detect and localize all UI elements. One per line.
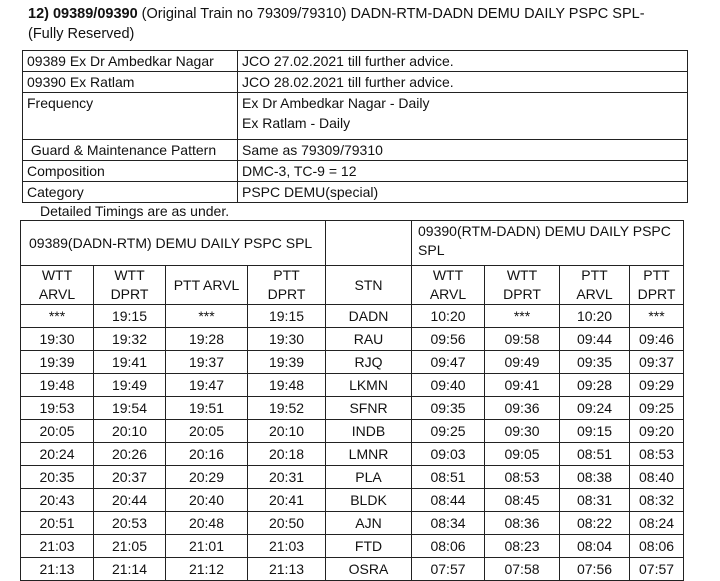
time-cell: 10:20 — [560, 305, 630, 328]
column-header — [166, 266, 248, 305]
time-cell: 20:18 — [248, 443, 326, 466]
time-cell: 19:30 — [248, 328, 326, 351]
time-cell: 08:34 — [412, 512, 485, 535]
time-cell: 21:01 — [166, 535, 248, 558]
info-key: Composition — [23, 161, 238, 182]
time-cell: 09:29 — [630, 374, 684, 397]
time-cell: 09:35 — [560, 351, 630, 374]
column-header-line: PTT ARVL — [173, 276, 240, 293]
station-code: LKMN — [326, 374, 412, 397]
column-header-line: PTT — [643, 267, 670, 283]
time-cell: 09:49 — [485, 351, 560, 374]
info-value — [238, 93, 688, 140]
time-cell: 09:47 — [412, 351, 485, 374]
train-title — [28, 4, 708, 44]
time-cell: *** — [630, 305, 684, 328]
time-cell: *** — [21, 305, 94, 328]
column-header — [326, 266, 412, 305]
info-value: Same as 79309/79310 — [238, 140, 688, 161]
time-cell: 08:53 — [630, 443, 684, 466]
time-cell: 19:15 — [248, 305, 326, 328]
time-cell: 20:37 — [94, 466, 166, 489]
timetable-header-row — [21, 221, 684, 266]
column-header — [94, 266, 166, 305]
column-header — [21, 266, 94, 305]
time-cell: 08:32 — [630, 489, 684, 512]
time-cell: 08:23 — [485, 535, 560, 558]
timetable-row — [21, 466, 684, 489]
time-cell: 09:40 — [412, 374, 485, 397]
station-code: DADN — [326, 305, 412, 328]
column-header-line: STN — [354, 276, 383, 293]
time-cell: 20:10 — [248, 420, 326, 443]
time-cell: 20:50 — [248, 512, 326, 535]
time-cell: 19:54 — [94, 397, 166, 420]
timetable-row — [21, 374, 684, 397]
timetable-row — [21, 512, 684, 535]
time-cell: 09:41 — [485, 374, 560, 397]
time-cell: 09:25 — [630, 397, 684, 420]
up-train-header-line-1: 09390(RTM-DADN) DEMU DAILY PSPC — [418, 223, 671, 239]
timetable-row — [21, 305, 684, 328]
time-cell: 08:06 — [412, 535, 485, 558]
timetable — [20, 220, 684, 581]
info-value: PSPC DEMU(special) — [238, 182, 688, 203]
time-cell: 20:43 — [21, 489, 94, 512]
info-row-frequency — [23, 93, 688, 140]
time-cell: 19:49 — [94, 374, 166, 397]
time-cell: 09:58 — [485, 328, 560, 351]
time-cell: 09:35 — [412, 397, 485, 420]
timetable-row — [21, 489, 684, 512]
time-cell: 08:51 — [412, 466, 485, 489]
time-cell: 20:48 — [166, 512, 248, 535]
time-cell: 08:24 — [630, 512, 684, 535]
column-header-line: DPRT — [637, 286, 676, 302]
time-cell: 09:30 — [485, 420, 560, 443]
timetable-row — [21, 351, 684, 374]
time-cell: 20:05 — [21, 420, 94, 443]
up-train-header-line-2: SPL — [418, 242, 445, 258]
time-cell: 19:48 — [21, 374, 94, 397]
time-cell: 08:22 — [560, 512, 630, 535]
time-cell: 19:51 — [166, 397, 248, 420]
time-cell: 20:31 — [248, 466, 326, 489]
station-code: AJN — [326, 512, 412, 535]
time-cell: 20:29 — [166, 466, 248, 489]
time-cell: 08:40 — [630, 466, 684, 489]
column-header-line: ARVL — [429, 286, 467, 302]
time-cell: 19:53 — [21, 397, 94, 420]
station-code: RAU — [326, 328, 412, 351]
column-header-line: ARVL — [38, 286, 76, 302]
time-cell: 08:06 — [630, 535, 684, 558]
column-header-line: DPRT — [503, 286, 541, 302]
station-code: LMNR — [326, 443, 412, 466]
info-value: DMC-3, TC-9 = 12 — [238, 161, 688, 182]
column-header — [412, 266, 485, 305]
time-cell: 08:38 — [560, 466, 630, 489]
info-value: JCO 28.02.2021 till further advice. — [238, 72, 688, 93]
timings-note: Detailed Timings are as under. — [40, 203, 230, 219]
time-cell: 21:13 — [248, 558, 326, 581]
time-cell: 07:56 — [560, 558, 630, 581]
time-cell: 08:31 — [560, 489, 630, 512]
column-header-line: WTT — [432, 267, 464, 283]
station-code: PLA — [326, 466, 412, 489]
time-cell: 08:36 — [485, 512, 560, 535]
info-key: Category — [23, 182, 238, 203]
time-cell: 20:05 — [166, 420, 248, 443]
station-code: FTD — [326, 535, 412, 558]
column-header — [485, 266, 560, 305]
time-cell: 21:13 — [21, 558, 94, 581]
time-cell: 20:16 — [166, 443, 248, 466]
column-header-line: PTT — [273, 267, 300, 283]
time-cell: 09:46 — [630, 328, 684, 351]
info-row — [23, 51, 688, 72]
time-cell: *** — [485, 305, 560, 328]
time-cell: 09:20 — [630, 420, 684, 443]
info-row — [23, 72, 688, 93]
column-header — [560, 266, 630, 305]
station-code: RJQ — [326, 351, 412, 374]
column-header-row — [21, 266, 684, 305]
time-cell: 07:57 — [412, 558, 485, 581]
time-cell: 19:41 — [94, 351, 166, 374]
time-cell: *** — [166, 305, 248, 328]
info-key: 09390 Ex Ratlam — [23, 72, 238, 93]
time-cell: 19:15 — [94, 305, 166, 328]
time-cell: 21:03 — [21, 535, 94, 558]
time-cell: 20:44 — [94, 489, 166, 512]
column-header-line: PTT — [581, 267, 608, 283]
time-cell: 07:57 — [630, 558, 684, 581]
time-cell: 09:24 — [560, 397, 630, 420]
time-cell: 09:37 — [630, 351, 684, 374]
time-cell: 09:03 — [412, 443, 485, 466]
column-header — [248, 266, 326, 305]
info-value: JCO 27.02.2021 till further advice. — [238, 51, 688, 72]
time-cell: 09:28 — [560, 374, 630, 397]
train-reservation-note: (Fully Reserved) — [28, 26, 135, 42]
time-cell: 08:44 — [412, 489, 485, 512]
info-row — [23, 140, 688, 161]
timetable-row — [21, 558, 684, 581]
time-cell: 20:41 — [248, 489, 326, 512]
train-description: (Original Train no 79309/79310) DADN-RTM-DADN DEMU DAILY PSPC SPL- — [137, 6, 645, 22]
time-cell: 19:39 — [248, 351, 326, 374]
station-code: INDB — [326, 420, 412, 443]
time-cell: 09:25 — [412, 420, 485, 443]
time-cell: 19:37 — [166, 351, 248, 374]
column-header-line: WTT — [114, 267, 145, 283]
time-cell: 08:45 — [485, 489, 560, 512]
time-cell: 20:40 — [166, 489, 248, 512]
time-cell: 21:12 — [166, 558, 248, 581]
time-cell: 19:47 — [166, 374, 248, 397]
station-code: OSRA — [326, 558, 412, 581]
time-cell: 19:39 — [21, 351, 94, 374]
info-key: Guard & Maintenance Pattern — [23, 140, 238, 161]
info-row — [23, 161, 688, 182]
frequency-line-2: Ex Ratlam - Daily — [242, 115, 351, 131]
time-cell: 21:14 — [94, 558, 166, 581]
time-cell: 20:26 — [94, 443, 166, 466]
info-key: 09389 Ex Dr Ambedkar Nagar — [23, 51, 238, 72]
timetable-row — [21, 420, 684, 443]
time-cell: 20:53 — [94, 512, 166, 535]
time-cell: 21:05 — [94, 535, 166, 558]
time-cell: 09:05 — [485, 443, 560, 466]
time-cell: 19:32 — [94, 328, 166, 351]
time-cell: 20:51 — [21, 512, 94, 535]
time-cell: 08:51 — [560, 443, 630, 466]
up-train-header — [412, 221, 684, 266]
station-code: BLDK — [326, 489, 412, 512]
column-header-line: DPRT — [110, 286, 149, 302]
time-cell: 08:04 — [560, 535, 630, 558]
header-spacer — [326, 221, 412, 266]
time-cell: 19:48 — [248, 374, 326, 397]
time-cell: 20:35 — [21, 466, 94, 489]
time-cell: 21:03 — [248, 535, 326, 558]
column-header-line: ARVL — [576, 286, 613, 302]
column-header-line: WTT — [506, 267, 538, 283]
timetable-body — [21, 305, 684, 581]
column-header-line: WTT — [41, 267, 73, 283]
time-cell: 09:36 — [485, 397, 560, 420]
time-cell: 09:56 — [412, 328, 485, 351]
time-cell: 09:15 — [560, 420, 630, 443]
time-cell: 19:28 — [166, 328, 248, 351]
column-header-line: DPRT — [267, 286, 306, 302]
timetable-row — [21, 328, 684, 351]
info-row — [23, 182, 688, 203]
time-cell: 19:52 — [248, 397, 326, 420]
train-number: 12) 09389/09390 — [28, 6, 138, 22]
timetable-row — [21, 397, 684, 420]
time-cell: 08:53 — [485, 466, 560, 489]
info-key: Frequency — [23, 93, 238, 140]
station-code: SFNR — [326, 397, 412, 420]
frequency-line-1: Ex Dr Ambedkar Nagar - Daily — [242, 95, 430, 111]
time-cell: 09:44 — [560, 328, 630, 351]
time-cell: 19:30 — [21, 328, 94, 351]
column-header — [630, 266, 684, 305]
time-cell: 10:20 — [412, 305, 485, 328]
timetable-row — [21, 535, 684, 558]
time-cell: 20:10 — [94, 420, 166, 443]
train-info-table — [22, 50, 688, 203]
down-train-header: 09389(DADN-RTM) DEMU DAILY PSPC SPL — [21, 221, 326, 266]
time-cell: 07:58 — [485, 558, 560, 581]
timetable-row — [21, 443, 684, 466]
time-cell: 20:24 — [21, 443, 94, 466]
